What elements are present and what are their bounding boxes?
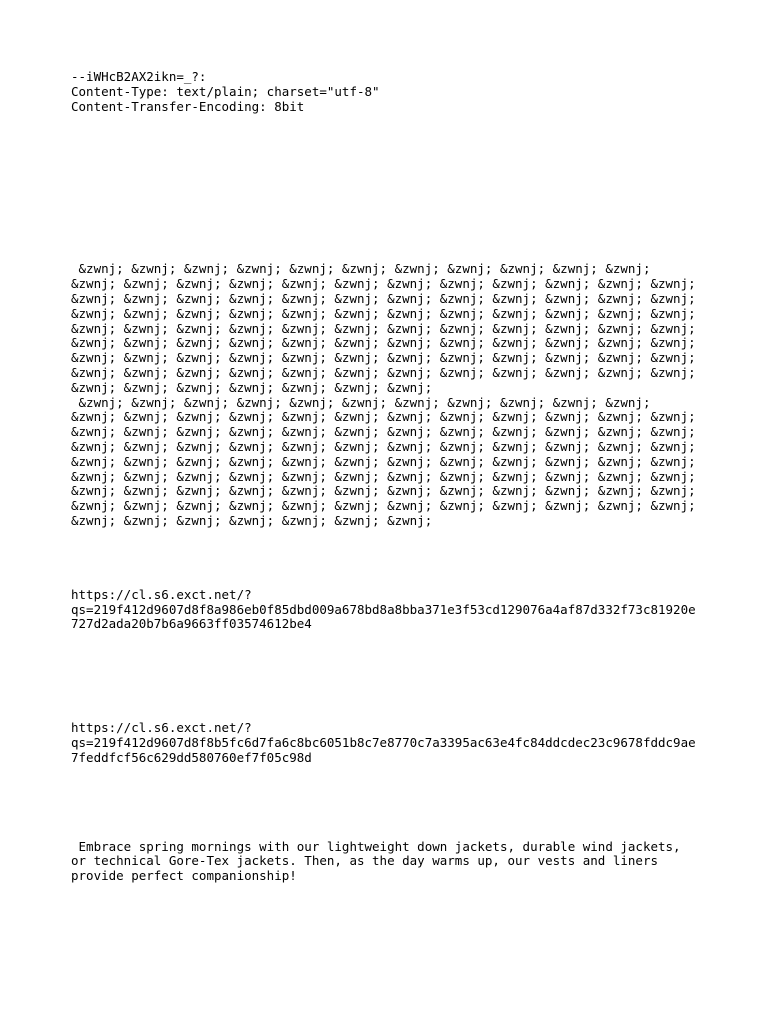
promo-body-text: Embrace spring mornings with our lightweight down jackets, durable wind jackets, or technical Gore-Tex jackets. Then, as the day warms up, our vests and liners provide perfect companionship! [71, 838, 681, 884]
tracking-url: https://cl.s6.exct.net/? qs=219f412d9607d8f8a986eb0f85dbd009a678bd8a8bba371e3f53cd129076a4af87d332f73c81920e 727d2ada20b7b6a9663ff03574612be4 [71, 586, 696, 632]
plain-text-email-document [71, 70, 711, 884]
zwnj-entity-block: &zwnj; &zwnj; &zwnj; &zwnj; &zwnj; &zwnj; &zwnj; &zwnj; &zwnj; &zwnj; &zwnj; &zwnj; &zwnj; &zwnj; &zwnj; &zwnj; &zwnj; &zwnj; &zwnj; &zwnj; &zwnj; &zwnj; &zwnj; &zwnj; &zwnj; &zwnj; &zwnj; &zwnj; &zwnj; &zwnj; &zwnj; &zwnj; &zwnj; &zwnj; &zwnj; &zwnj; &zwnj; &zwnj; &zwnj; &zwnj; &zwnj; &zwnj; &zwnj; &zwnj; &zwnj; &zwnj; &zwnj; &zwnj; &zwnj; &zwnj; &zwnj; &zwnj; &zwnj; &zwnj; &zwnj; &zwnj; &zwnj; &zwnj; &zwnj; &zwnj; &zwnj; &zwnj; &zwnj; &zwnj; &zwnj; &zwnj; &zwnj; &zwnj; &zwnj; &zwnj; &zwnj; &zwnj; &zwnj; &zwnj; &zwnj; &zwnj; &zwnj; &zwnj; &zwnj; &zwnj; &zwnj; &zwnj; &zwnj; &zwnj; &zwnj; &zwnj; &zwnj; &zwnj; &zwnj; &zwnj; &zwnj; &zwnj; &zwnj; &zwnj; &zwnj; &zwnj; &zwnj; &zwnj; &zwnj; &zwnj; &zwnj; &zwnj; [71, 394, 696, 528]
mime-header: --iWHcB2AX2ikn=_?: Content-Type: text/plain; charset="utf-8" Content-Transfer-Encoding: 8bit [71, 69, 380, 114]
tracking-url: https://cl.s6.exct.net/? qs=219f412d9607d8f8b5fc6d7fa6c8bc6051b8c7e8770c7a3395ac63e4fc84ddcdec23c9678fddc9ae 7feddfcf56c629dd580760ef7f05c98d [71, 720, 696, 765]
zwnj-entity-block: &zwnj; &zwnj; &zwnj; &zwnj; &zwnj; &zwnj; &zwnj; &zwnj; &zwnj; &zwnj; &zwnj; &zwnj; &zwnj; &zwnj; &zwnj; &zwnj; &zwnj; &zwnj; &zwnj; &zwnj; &zwnj; &zwnj; &zwnj; &zwnj; &zwnj; &zwnj; &zwnj; &zwnj; &zwnj; &zwnj; &zwnj; &zwnj; &zwnj; &zwnj; &zwnj; &zwnj; &zwnj; &zwnj; &zwnj; &zwnj; &zwnj; &zwnj; &zwnj; &zwnj; &zwnj; &zwnj; &zwnj; &zwnj; &zwnj; &zwnj; &zwnj; &zwnj; &zwnj; &zwnj; &zwnj; &zwnj; &zwnj; &zwnj; &zwnj; &zwnj; &zwnj; &zwnj; &zwnj; &zwnj; &zwnj; &zwnj; &zwnj; &zwnj; &zwnj; &zwnj; &zwnj; &zwnj; &zwnj; &zwnj; &zwnj; &zwnj; &zwnj; &zwnj; &zwnj; &zwnj; &zwnj; &zwnj; &zwnj; &zwnj; &zwnj; &zwnj; &zwnj; &zwnj; &zwnj; &zwnj; &zwnj; &zwnj; &zwnj; &zwnj; &zwnj; &zwnj; &zwnj; &zwnj; &zwnj; &zwnj; &zwnj; &zwnj; [71, 261, 696, 395]
